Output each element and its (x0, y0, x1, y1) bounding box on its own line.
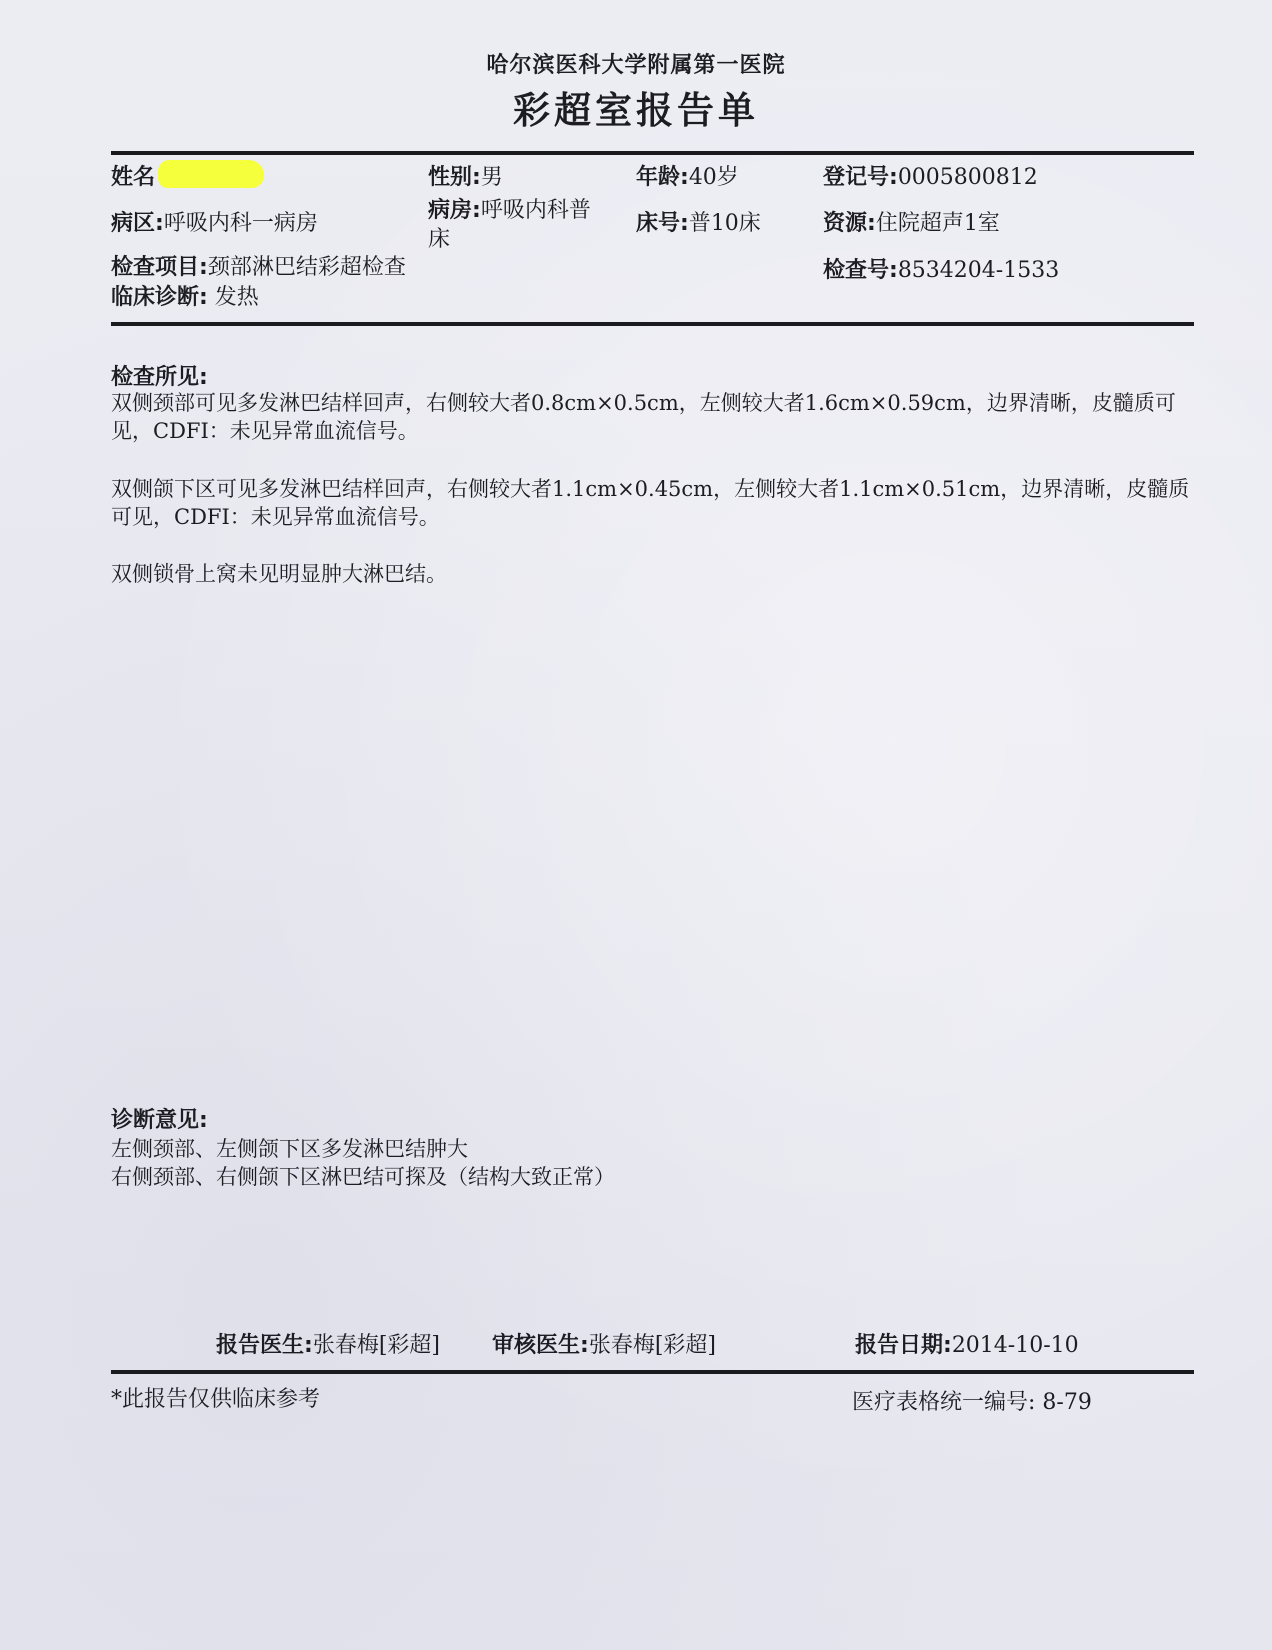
source-value: 住院超声1室 (875, 211, 1000, 236)
exam-number-label: 检查号: (823, 258, 898, 283)
exam-item-value: 颈部淋巴结彩超检查 (207, 255, 406, 280)
report-date (855, 1328, 1079, 1359)
clinical-diagnosis-field (111, 280, 259, 311)
exam-item-field (111, 250, 406, 281)
registration-number-field (823, 160, 1038, 191)
report-title: 彩超室报告单 (513, 89, 759, 132)
bed-label: 床号: (636, 211, 689, 236)
bed-field (636, 206, 761, 237)
age-field (636, 160, 739, 191)
exam-number-value: 8534204-1533 (897, 258, 1060, 283)
reference-note: *此报告仅供临床参考 (111, 1387, 321, 1412)
room-value-wrap: 床 (428, 227, 451, 252)
name-label: 姓名 (111, 165, 156, 190)
reporting-doctor-value: 张春梅[彩超] (312, 1333, 440, 1358)
findings-paragraph-submandibular: 双侧颌下区可见多发淋巴结样回声，右侧较大者1.1cm×0.45cm，左侧较大者1.1cm×0.51cm，边界清晰，皮髓质可见，CDFI：未见异常血流信号。 (111, 477, 1190, 529)
gender-value: 男 (480, 165, 503, 190)
age-value: 40岁 (688, 165, 739, 190)
exam-item-label: 检查项目: (111, 255, 208, 280)
room-value: 呼吸内科普 (480, 198, 591, 223)
reviewing-doctor-value: 张春梅[彩超] (588, 1333, 716, 1358)
registration-number-value: 0005800812 (897, 165, 1038, 190)
opinion-heading: 诊断意见: (111, 1108, 208, 1133)
room-label: 病房: (428, 198, 481, 223)
ward-field (111, 206, 318, 237)
source-field (823, 206, 1000, 237)
gender-label: 性别: (428, 165, 481, 190)
report-date-value: 2014-10-10 (951, 1333, 1079, 1358)
ward-label: 病区: (111, 211, 164, 236)
opinion-line-right: 右侧颈部、右侧颌下区淋巴结可探及（结构大致正常） (111, 1165, 615, 1189)
footer-rule (111, 1370, 1194, 1374)
age-label: 年龄: (636, 165, 689, 190)
form-number: 医疗表格统一编号: 8-79 (852, 1390, 1092, 1415)
hospital-name: 哈尔滨医科大学附属第一医院 (486, 53, 786, 78)
reviewing-doctor-label: 审核医生: (492, 1333, 589, 1358)
name-field (111, 160, 155, 191)
bed-value: 普10床 (688, 211, 761, 236)
findings-paragraph-neck: 双侧颈部可见多发淋巴结样回声，右侧较大者0.8cm×0.5cm，左侧较大者1.6cm×0.59cm，边界清晰，皮髓质可见，CDFI：未见异常血流信号。 (111, 391, 1176, 443)
header-top-rule (111, 151, 1194, 155)
reporting-doctor-label: 报告医生: (216, 1333, 313, 1358)
reviewing-doctor (492, 1328, 716, 1359)
report-date-label: 报告日期: (855, 1333, 952, 1358)
info-bottom-rule (111, 322, 1194, 326)
clinical-diagnosis-value: 发热 (207, 285, 259, 310)
registration-number-label: 登记号: (823, 165, 898, 190)
source-label: 资源: (823, 211, 876, 236)
findings-paragraph-supraclavicular: 双侧锁骨上窝未见明显肿大淋巴结。 (111, 562, 447, 586)
gender-field (428, 160, 503, 191)
room-field (428, 193, 591, 224)
exam-number-field (823, 253, 1059, 284)
name-redaction-mark (158, 160, 264, 188)
ward-value: 呼吸内科一病房 (163, 211, 318, 236)
opinion-line-left: 左侧颈部、左侧颌下区多发淋巴结肿大 (111, 1137, 468, 1161)
clinical-diagnosis-label: 临床诊断: (111, 285, 208, 310)
reporting-doctor (216, 1328, 440, 1359)
findings-heading: 检查所见: (111, 365, 208, 390)
